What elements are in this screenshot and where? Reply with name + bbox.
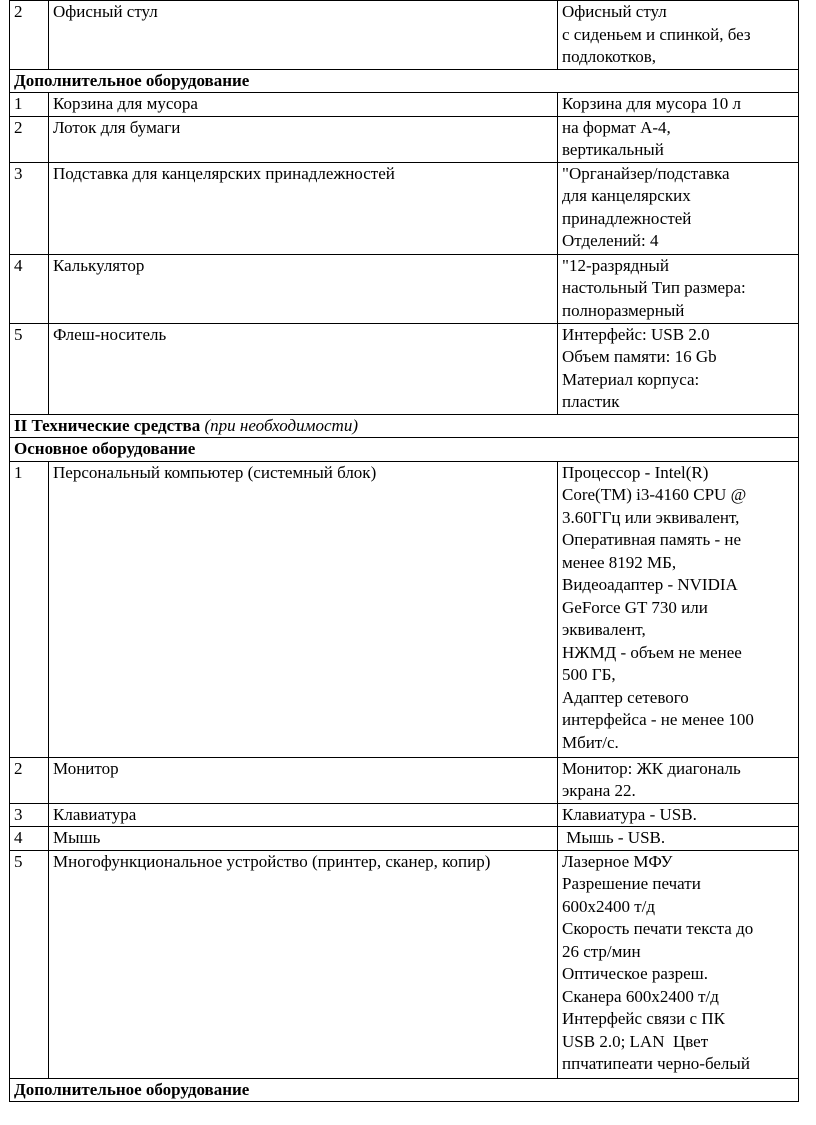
spec-line: Оптическое разреш. (562, 964, 709, 983)
table-row-pc (10, 461, 799, 757)
spec-line: "Органайзер/подставка (562, 163, 730, 183)
spec-line: Разрешение печати (562, 874, 701, 893)
row-number: 1 (10, 461, 49, 757)
item-spec (558, 1, 799, 70)
item-name: Офисный стул (49, 1, 558, 70)
item-spec (558, 803, 799, 827)
table-row-chair (10, 1, 799, 70)
table-row-organizer (10, 162, 799, 254)
table-row-tray (10, 116, 799, 162)
spec-line: интерфейса - не менее 100 (562, 710, 754, 729)
spec-line: Клавиатура - USB. (562, 804, 697, 824)
table-row-flash-drive (10, 323, 799, 414)
item-name: Клавиатура (49, 803, 558, 827)
equipment-table (9, 0, 799, 1102)
row-number: 3 (10, 162, 49, 254)
item-spec (558, 254, 799, 323)
item-spec (558, 162, 799, 254)
row-number: 5 (10, 323, 49, 414)
spec-line: Скорость печати текста до (562, 919, 754, 938)
item-name: Монитор (49, 757, 558, 803)
table-row-mouse (10, 827, 799, 851)
table-row-mfp (10, 850, 799, 1078)
spec-line: настольный Тип размера: (562, 278, 746, 297)
row-number: 2 (10, 1, 49, 70)
spec-line: Мбит/с. (562, 732, 619, 752)
spec-line: Оперативная память - не (562, 530, 741, 549)
section-heading-note: (при необходимости) (204, 415, 358, 435)
section-row-additional-equipment-2 (10, 1078, 799, 1102)
spec-line: Мышь - USB. (562, 828, 666, 847)
spec-line: Объем памяти: 16 Gb (562, 347, 717, 366)
table-row-monitor (10, 757, 799, 803)
spec-line: Интерфейс: USB 2.0 (562, 324, 710, 344)
item-name: Флеш-носитель (49, 323, 558, 414)
row-number: 5 (10, 850, 49, 1078)
spec-line: принадлежностей (562, 208, 692, 228)
row-number: 4 (10, 827, 49, 851)
spec-line: 26 стр/мин (562, 941, 641, 961)
item-spec (558, 850, 799, 1078)
section-heading (10, 414, 799, 438)
row-number: 1 (10, 93, 49, 117)
item-spec (558, 757, 799, 803)
item-name: Подставка для канцелярских принадлежностей (49, 162, 558, 254)
spec-line: Отделений: 4 (562, 231, 659, 250)
spec-line: вертикальный (562, 140, 664, 159)
section-row-technical-means (10, 414, 799, 438)
spec-line: подлокотков, (562, 47, 657, 66)
item-spec (558, 93, 799, 117)
spec-line: Корзина для мусора 10 л (562, 94, 741, 113)
row-number: 2 (10, 116, 49, 162)
spec-line: 600х2400 т/д (562, 896, 656, 916)
spec-line: Сканера 600х2400 т/д (562, 986, 719, 1006)
section-row-additional-equipment (10, 69, 799, 93)
spec-line: Материал корпуса: (562, 369, 700, 389)
spec-line: Видеоадаптер - NVIDIA (562, 575, 738, 594)
row-number: 4 (10, 254, 49, 323)
item-name: Персональный компьютер (системный блок) (49, 461, 558, 757)
spec-line: ппчатипеати черно-белый (562, 1054, 750, 1073)
spec-line: USB 2.0; LAN Цвет (562, 1031, 709, 1051)
table-row-bin (10, 93, 799, 117)
spec-line: эквивалент, (562, 620, 646, 639)
spec-line: менее 8192 МБ, (562, 552, 677, 572)
item-name: Лоток для бумаги (49, 116, 558, 162)
table-row-keyboard (10, 803, 799, 827)
section-row-main-equipment (10, 438, 799, 462)
spec-line: НЖМД - объем не менее (562, 642, 742, 662)
item-name: Мышь (49, 827, 558, 851)
spec-line: Адаптер сетевого (562, 687, 689, 707)
item-name: Многофункциональное устройство (принтер, сканер, копир) (49, 850, 558, 1078)
spec-line: Процессор - Intel(R) (562, 462, 709, 482)
spec-line: GeForce GT 730 или (562, 597, 708, 617)
spec-line: пластик (562, 392, 620, 411)
spec-line: Монитор: ЖК диагональ (562, 758, 741, 778)
spec-line: 500 ГБ, (562, 665, 616, 684)
spec-line: 3.60ГГц или эквивалент, (562, 507, 740, 527)
spec-line: полноразмерный (562, 300, 685, 320)
item-spec (558, 323, 799, 414)
spec-line: экрана 22. (562, 781, 636, 800)
spec-line: Офисный стул (562, 2, 667, 21)
row-number: 3 (10, 803, 49, 827)
spec-line: Лазерное МФУ (562, 851, 673, 871)
spec-line: с сиденьем и спинкой, без (562, 24, 751, 44)
table-row-calculator (10, 254, 799, 323)
section-heading-main: II Технические средства (14, 415, 201, 435)
section-heading: Дополнительное оборудование (10, 69, 799, 93)
spec-line: "12-разрядный (562, 255, 669, 275)
item-spec (558, 827, 799, 851)
spec-line: Core(TM) i3-4160 CPU @ (562, 485, 747, 504)
section-heading: Дополнительное оборудование (10, 1078, 799, 1102)
row-number: 2 (10, 757, 49, 803)
item-spec (558, 116, 799, 162)
section-heading: Основное оборудование (10, 438, 799, 462)
spec-line: для канцелярских (562, 186, 691, 205)
item-spec (558, 461, 799, 757)
spec-line: на формат А-4, (562, 117, 671, 137)
item-name: Калькулятор (49, 254, 558, 323)
item-name: Корзина для мусора (49, 93, 558, 117)
spec-line: Интерфейс связи с ПК (562, 1009, 725, 1028)
